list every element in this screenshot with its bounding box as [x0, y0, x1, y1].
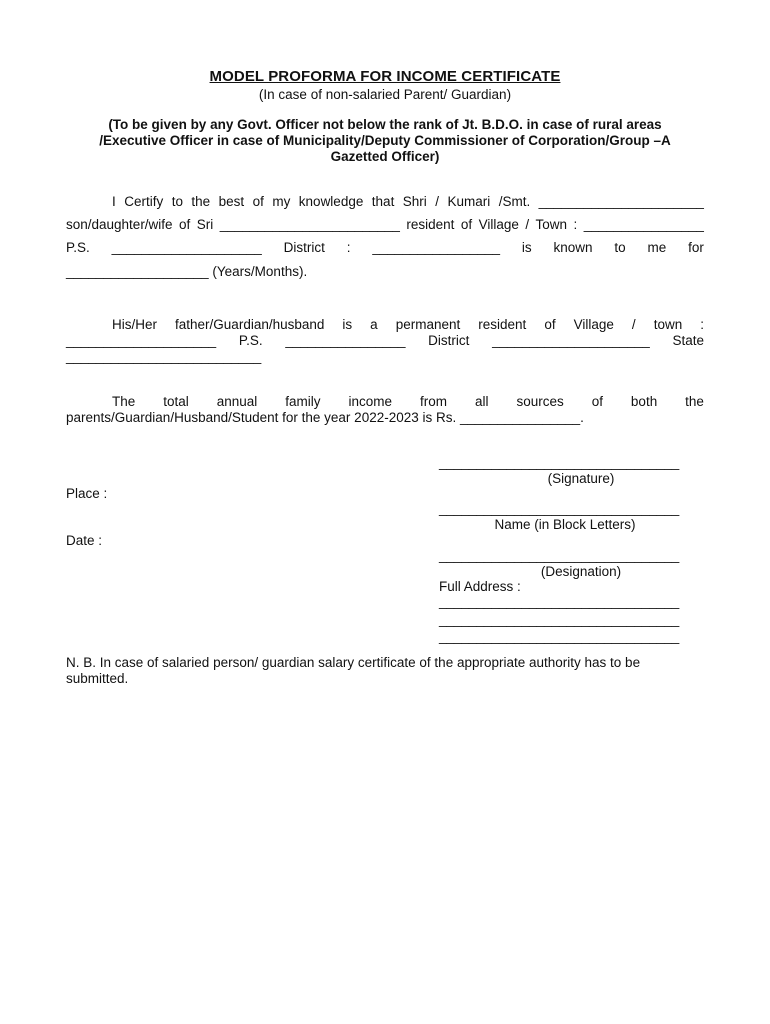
para1-line4: ___________________ (Years/Months). [66, 264, 308, 279]
word: to [171, 194, 183, 209]
word: Sri [196, 217, 214, 232]
address-line: ________________________________ [439, 629, 680, 644]
word: ________________ [285, 333, 406, 348]
word: income [348, 394, 393, 409]
word: District [428, 333, 470, 348]
word: of [544, 317, 556, 332]
word: me [647, 240, 667, 255]
word: known [553, 240, 593, 255]
word: ____________________ [66, 333, 217, 348]
issuing-authority-instruction [80, 117, 690, 165]
word: The [112, 394, 136, 409]
nb-note [66, 655, 686, 687]
para2-line1 [112, 317, 704, 332]
word: son/daughter/wife [66, 217, 173, 232]
word: for [688, 240, 704, 255]
para2-line2 [66, 333, 704, 348]
word: the [191, 194, 211, 209]
word: / [435, 194, 440, 209]
word: knowledge [298, 194, 364, 209]
word: that [371, 194, 395, 209]
word: total [163, 394, 189, 409]
word: ________________ [583, 217, 704, 232]
word: is [521, 240, 532, 255]
word: of [460, 217, 473, 232]
word: family [285, 394, 321, 409]
word: all [474, 394, 489, 409]
word: annual [216, 394, 258, 409]
nb-line: submitted. [66, 671, 129, 686]
address-line: ________________________________ [439, 594, 680, 609]
word: Kumari [447, 194, 491, 209]
word: P.S. [238, 333, 263, 348]
word: is [342, 317, 353, 332]
page-subtitle: (In case of non-salaried Parent/ Guardian) [258, 87, 512, 102]
signature-line: ________________________________ [439, 455, 680, 470]
full-address-label: Full Address : [439, 579, 521, 594]
word: resident [478, 317, 527, 332]
name-label: Name (in Block Letters) [494, 517, 636, 532]
word: town [653, 317, 683, 332]
word: of [252, 194, 264, 209]
word: father/Guardian/husband [175, 317, 325, 332]
date-label: Date : [66, 533, 103, 548]
word: to [614, 240, 626, 255]
word: ________________________ [219, 217, 400, 232]
designation-label: (Designation) [540, 564, 622, 579]
para3-line1 [112, 394, 704, 409]
para2-line3: __________________________ [66, 349, 262, 364]
word: best [218, 194, 245, 209]
word: Town [535, 217, 568, 232]
designation-line: ________________________________ [439, 548, 680, 563]
word: Village [573, 317, 614, 332]
name-line: ________________________________ [439, 501, 680, 516]
instruction-line: (To be given by any Govt. Officer not below the rank of Jt. B.D.O. in case of rural areas [108, 117, 662, 132]
word: ______________________ [538, 194, 704, 209]
page-title: MODEL PROFORMA FOR INCOME CERTIFICATE [209, 68, 561, 85]
word: from [419, 394, 447, 409]
para3-line2: parents/Guardian/Husband/Student for the year 2022-2023 is Rs. ________________. [66, 410, 584, 425]
word: His/Her [112, 317, 158, 332]
word: Certify [124, 194, 164, 209]
signature-label: (Signature) [547, 471, 615, 486]
word: Shri [402, 194, 427, 209]
instruction-line: Gazetted Officer) [330, 149, 440, 164]
word: sources [516, 394, 564, 409]
para1-line3 [66, 240, 704, 255]
place-label: Place : [66, 486, 108, 501]
word: : [346, 240, 351, 255]
word: Village [478, 217, 519, 232]
word: of [591, 394, 603, 409]
word: District [283, 240, 325, 255]
address-line: ________________________________ [439, 612, 680, 627]
word: I [112, 194, 116, 209]
word: both [630, 394, 658, 409]
word: of [179, 217, 191, 232]
nb-line: N. B. In case of salaried person/ guardian salary certificate of the appropriate authority has to be [66, 655, 641, 670]
word: State [672, 333, 704, 348]
word: / [525, 217, 530, 232]
word: : [700, 317, 704, 332]
word: my [272, 194, 291, 209]
word: the [685, 394, 704, 409]
word: : [573, 217, 578, 232]
instruction-line: /Executive Officer in case of Municipality/Deputy Commissioner of Corporation/Group –A [99, 133, 671, 148]
para1-line1 [112, 194, 704, 209]
word: / [631, 317, 636, 332]
word: _________________ [372, 240, 501, 255]
para1-line2 [66, 217, 704, 232]
word: a [370, 317, 378, 332]
word: permanent [395, 317, 461, 332]
word: /Smt. [498, 194, 531, 209]
word: _____________________ [492, 333, 650, 348]
word: ____________________ [111, 240, 262, 255]
word: resident [406, 217, 455, 232]
word: P.S. [66, 240, 90, 255]
